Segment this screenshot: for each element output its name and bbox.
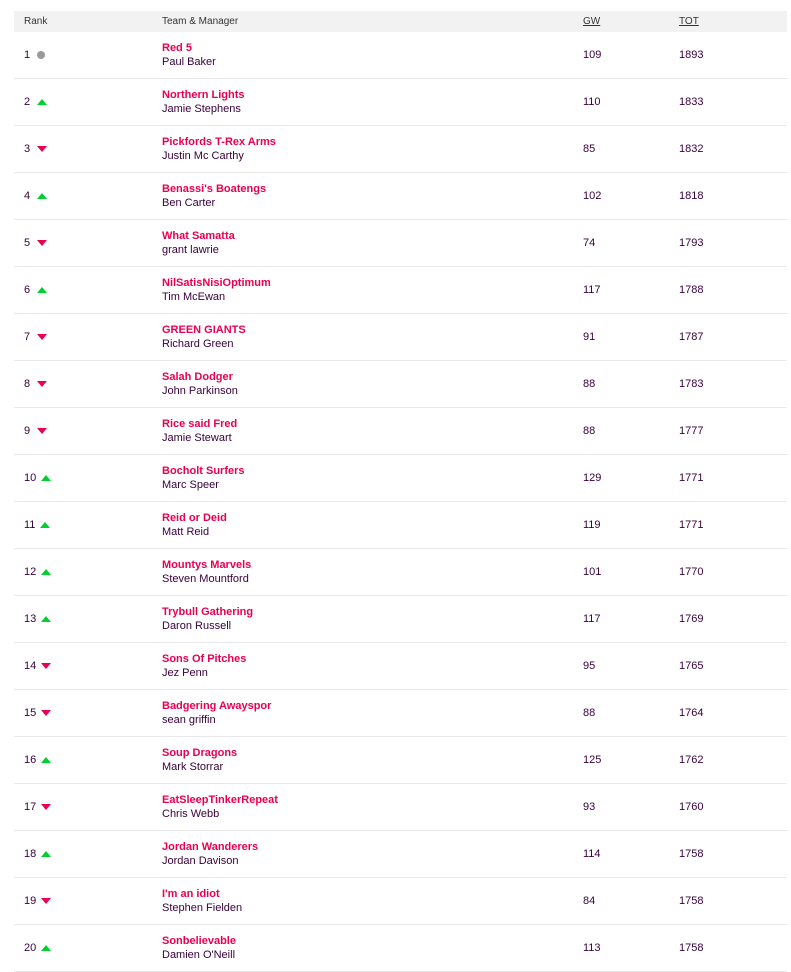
team-name-link[interactable]: Northern Lights xyxy=(162,89,245,101)
team-name-link[interactable]: I'm an idiot xyxy=(162,888,220,900)
rank-number: 3 xyxy=(24,143,31,155)
rank-up-arrow-icon xyxy=(40,522,50,528)
rank-number: 14 xyxy=(24,660,37,672)
team-cell xyxy=(162,793,583,821)
rank-number: 15 xyxy=(24,707,37,719)
rank-up-arrow-icon xyxy=(41,757,51,763)
total-points: 1783 xyxy=(679,378,704,390)
rank-cell xyxy=(14,895,162,907)
team-name-link[interactable]: Sons Of Pitches xyxy=(162,653,247,665)
rank-down-arrow-icon xyxy=(41,710,51,716)
gw-points: 74 xyxy=(583,237,596,249)
team-cell xyxy=(162,88,583,116)
manager-name: grant lawrie xyxy=(162,244,219,256)
header-rank: Rank xyxy=(24,16,48,27)
rank-up-arrow-icon xyxy=(41,475,51,481)
rank-up-arrow-icon xyxy=(41,569,51,575)
rank-down-arrow-icon xyxy=(41,663,51,669)
manager-name: Jamie Stewart xyxy=(162,432,232,444)
rank-number: 12 xyxy=(24,566,37,578)
manager-name: Jez Penn xyxy=(162,667,208,679)
gw-points: 101 xyxy=(583,566,602,578)
manager-name: John Parkinson xyxy=(162,385,238,397)
rank-number: 16 xyxy=(24,754,37,766)
table-row xyxy=(14,79,787,126)
header-team-manager: Team & Manager xyxy=(162,16,239,27)
team-cell xyxy=(162,41,583,69)
manager-name: Marc Speer xyxy=(162,479,219,491)
total-points: 1770 xyxy=(679,566,704,578)
gw-points: 114 xyxy=(583,848,601,860)
rank-cell xyxy=(14,96,162,108)
team-cell xyxy=(162,605,583,633)
total-points: 1777 xyxy=(679,425,704,437)
rank-same-dot-icon xyxy=(37,51,45,59)
team-name-link[interactable]: Trybull Gathering xyxy=(162,606,254,618)
team-cell xyxy=(162,558,583,586)
gw-points: 95 xyxy=(583,660,596,672)
manager-name: Daron Russell xyxy=(162,620,232,632)
rank-cell xyxy=(14,660,162,672)
team-name-link[interactable]: Rice said Fred xyxy=(162,418,238,430)
rank-cell xyxy=(14,425,162,437)
team-cell xyxy=(162,370,583,398)
total-points: 1769 xyxy=(679,613,704,625)
table-row xyxy=(14,831,787,878)
rank-number: 9 xyxy=(24,425,31,437)
rank-number: 19 xyxy=(24,895,37,907)
team-cell xyxy=(162,934,583,962)
team-name-link[interactable]: NilSatisNisiOptimum xyxy=(162,277,271,289)
gw-points: 119 xyxy=(583,519,601,531)
manager-name: Jordan Davison xyxy=(162,855,239,867)
table-row xyxy=(14,126,787,173)
team-cell xyxy=(162,323,583,351)
rank-number: 7 xyxy=(24,331,31,343)
gw-points: 109 xyxy=(583,49,602,61)
total-points: 1760 xyxy=(679,801,704,813)
gw-points: 88 xyxy=(583,425,596,437)
rank-number: 2 xyxy=(24,96,31,108)
total-points: 1765 xyxy=(679,660,704,672)
team-name-link[interactable]: Sonbelievable xyxy=(162,935,236,947)
team-cell xyxy=(162,652,583,680)
manager-name: Stephen Fielden xyxy=(162,902,243,914)
team-name-link[interactable]: Jordan Wanderers xyxy=(162,841,259,853)
team-name-link[interactable]: Pickfords T-Rex Arms xyxy=(162,136,276,148)
table-row xyxy=(14,455,787,502)
gw-points: 91 xyxy=(583,331,596,343)
table-row xyxy=(14,925,787,972)
gw-points: 102 xyxy=(583,190,602,202)
team-name-link[interactable]: Soup Dragons xyxy=(162,747,238,759)
table-row xyxy=(14,173,787,220)
manager-name: Damien O'Neill xyxy=(162,949,236,961)
team-name-link[interactable]: EatSleepTinkerRepeat xyxy=(162,794,278,806)
rank-cell xyxy=(14,848,162,860)
table-row xyxy=(14,690,787,737)
rank-down-arrow-icon xyxy=(37,334,47,340)
rank-number: 4 xyxy=(24,190,31,202)
rank-up-arrow-icon xyxy=(41,945,51,951)
total-points: 1764 xyxy=(679,707,704,719)
rank-down-arrow-icon xyxy=(37,381,47,387)
rank-down-arrow-icon xyxy=(37,428,47,434)
header-gw-sort[interactable]: GW xyxy=(583,16,601,27)
gw-points: 117 xyxy=(583,284,601,296)
table-row xyxy=(14,408,787,455)
total-points: 1793 xyxy=(679,237,704,249)
rank-cell xyxy=(14,707,162,719)
gw-points: 125 xyxy=(583,754,602,766)
rank-up-arrow-icon xyxy=(41,616,51,622)
total-points: 1771 xyxy=(679,472,704,484)
manager-name: Steven Mountford xyxy=(162,573,249,585)
rank-down-arrow-icon xyxy=(41,898,51,904)
manager-name: sean griffin xyxy=(162,714,216,726)
table-row xyxy=(14,878,787,925)
rank-cell xyxy=(14,378,162,390)
rank-cell xyxy=(14,237,162,249)
gw-points: 88 xyxy=(583,378,596,390)
rank-cell xyxy=(14,284,162,296)
team-cell xyxy=(162,464,583,492)
team-cell xyxy=(162,511,583,539)
table-row xyxy=(14,361,787,408)
team-cell xyxy=(162,417,583,445)
table-row xyxy=(14,502,787,549)
team-name-link[interactable]: Mountys Marvels xyxy=(162,559,252,571)
total-points: 1762 xyxy=(679,754,704,766)
manager-name: Ben Carter xyxy=(162,197,216,209)
table-row xyxy=(14,220,787,267)
team-name-link[interactable]: What Samatta xyxy=(162,230,235,242)
rank-cell xyxy=(14,190,162,202)
team-name-link[interactable]: GREEN GIANTS xyxy=(162,324,246,336)
rank-cell xyxy=(14,566,162,578)
team-name-link[interactable]: Badgering Awayspor xyxy=(162,700,272,712)
manager-name: Matt Reid xyxy=(162,526,210,538)
rank-down-arrow-icon xyxy=(37,240,47,246)
manager-name: Justin Mc Carthy xyxy=(162,150,244,162)
rank-number: 11 xyxy=(24,519,36,531)
rank-down-arrow-icon xyxy=(37,146,47,152)
rank-cell xyxy=(14,143,162,155)
total-points: 1758 xyxy=(679,848,704,860)
rank-cell xyxy=(14,331,162,343)
rank-number: 18 xyxy=(24,848,37,860)
manager-name: Tim McEwan xyxy=(162,291,226,303)
gw-points: 113 xyxy=(583,942,601,954)
team-cell xyxy=(162,699,583,727)
total-points: 1818 xyxy=(679,190,704,202)
team-cell xyxy=(162,182,583,210)
rank-number: 8 xyxy=(24,378,31,390)
team-cell xyxy=(162,229,583,257)
manager-name: Mark Storrar xyxy=(162,761,224,773)
rank-up-arrow-icon xyxy=(37,99,47,105)
rank-number: 17 xyxy=(24,801,37,813)
total-points: 1893 xyxy=(679,49,704,61)
table-row xyxy=(14,32,787,79)
rank-cell xyxy=(14,519,162,531)
rank-cell xyxy=(14,472,162,484)
team-cell xyxy=(162,840,583,868)
team-name-link[interactable]: Salah Dodger xyxy=(162,371,233,383)
total-points: 1833 xyxy=(679,96,704,108)
rank-number: 5 xyxy=(24,237,31,249)
team-cell xyxy=(162,887,583,915)
team-name-link[interactable]: Bocholt Surfers xyxy=(162,465,245,477)
rank-cell xyxy=(14,754,162,766)
total-points: 1832 xyxy=(679,143,704,155)
total-points: 1771 xyxy=(679,519,704,531)
gw-points: 110 xyxy=(583,96,601,108)
total-points: 1787 xyxy=(679,331,704,343)
gw-points: 88 xyxy=(583,707,596,719)
table-row xyxy=(14,314,787,361)
gw-points: 117 xyxy=(583,613,601,625)
team-name-link[interactable]: Red 5 xyxy=(162,42,192,54)
rank-number: 1 xyxy=(24,49,31,61)
rank-up-arrow-icon xyxy=(41,851,51,857)
table-row xyxy=(14,596,787,643)
gw-points: 129 xyxy=(583,472,602,484)
rank-number: 13 xyxy=(24,613,37,625)
rank-cell xyxy=(14,613,162,625)
gw-points: 93 xyxy=(583,801,596,813)
total-points: 1758 xyxy=(679,942,704,954)
team-name-link[interactable]: Benassi's Boatengs xyxy=(162,183,267,195)
rank-cell xyxy=(14,801,162,813)
total-points: 1788 xyxy=(679,284,704,296)
team-cell xyxy=(162,135,583,163)
table-header xyxy=(14,11,787,32)
gw-points: 84 xyxy=(583,895,596,907)
manager-name: Jamie Stephens xyxy=(162,103,241,115)
gw-points: 85 xyxy=(583,143,596,155)
manager-name: Chris Webb xyxy=(162,808,220,820)
manager-name: Paul Baker xyxy=(162,56,216,68)
table-row xyxy=(14,737,787,784)
rank-number: 6 xyxy=(24,284,31,296)
standings-table xyxy=(14,11,787,972)
table-body xyxy=(14,32,787,972)
team-name-link[interactable]: Reid or Deid xyxy=(162,512,227,524)
rank-up-arrow-icon xyxy=(37,287,47,293)
rank-up-arrow-icon xyxy=(37,193,47,199)
table-row xyxy=(14,549,787,596)
team-cell xyxy=(162,276,583,304)
table-row xyxy=(14,784,787,831)
team-cell xyxy=(162,746,583,774)
total-points: 1758 xyxy=(679,895,704,907)
table-row xyxy=(14,267,787,314)
rank-down-arrow-icon xyxy=(41,804,51,810)
rank-cell xyxy=(14,49,162,61)
manager-name: Richard Green xyxy=(162,338,234,350)
rank-number: 10 xyxy=(24,472,37,484)
table-row xyxy=(14,643,787,690)
header-tot-sort[interactable]: TOT xyxy=(679,16,699,27)
rank-number: 20 xyxy=(24,942,37,954)
rank-cell xyxy=(14,942,162,954)
